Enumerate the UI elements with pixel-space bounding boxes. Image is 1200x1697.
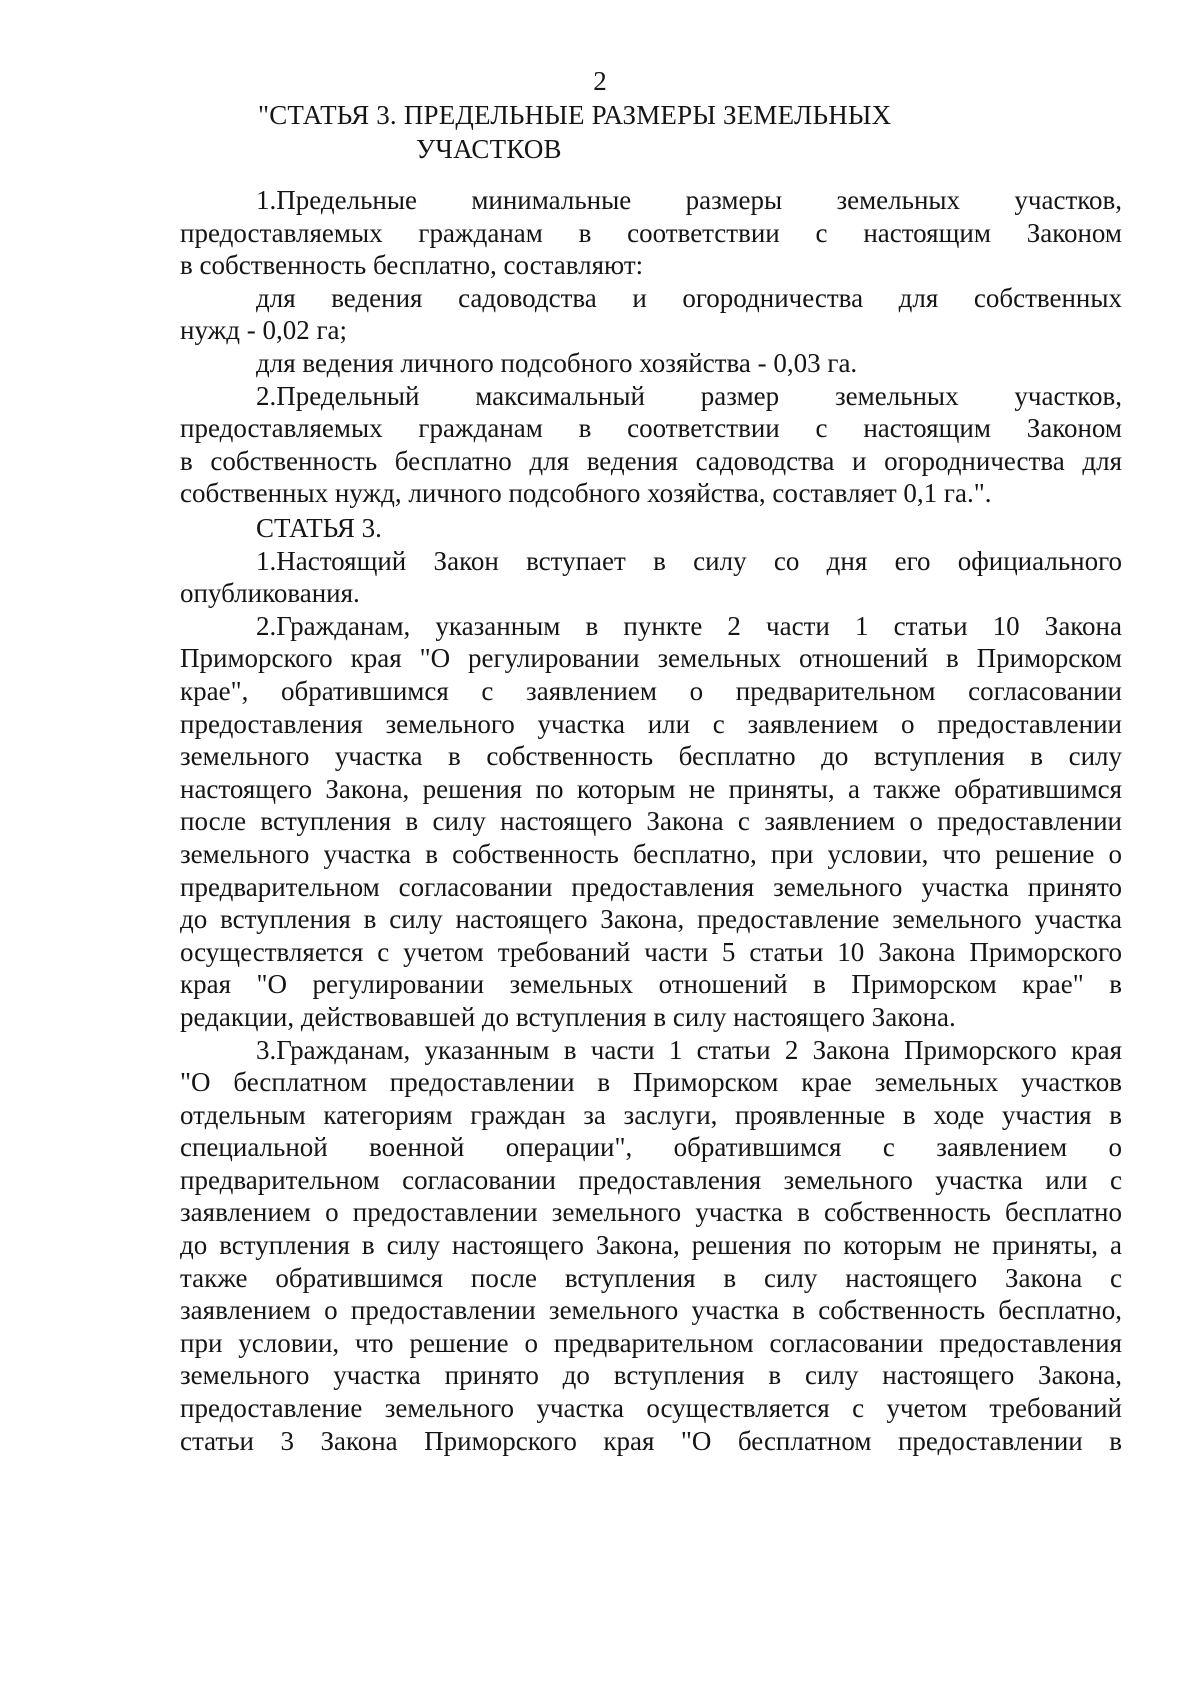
article-heading — [258, 98, 958, 166]
text-line: собственных нужд, личного подсобного хозяйства, составляет 0,1 га.". — [180, 478, 992, 509]
text-line: 1.Предельные минимальные размеры земельных участков, — [256, 185, 1122, 215]
section-article-3 — [180, 512, 1122, 1457]
section-limits — [180, 184, 1122, 510]
text-line: редакции, действовавшей до вступления в силу настоящего Закона. — [180, 1001, 956, 1032]
text-line: опубликования. — [180, 578, 360, 609]
text-line: статьи 3 Закона Приморского края "О бесплатном предоставлении в — [180, 1425, 1122, 1456]
text-line: края "О регулировании земельных отношений в Приморском крае" в — [180, 969, 1122, 1000]
text-line: также обратившимся после вступления в силу настоящего Закона с — [180, 1262, 1122, 1293]
text-line: 2.Предельный максимальный размер земельных участков, — [256, 380, 1122, 411]
text-line: специальной военной операции", обратившимся с заявлением о — [180, 1132, 1122, 1163]
paragraph-transitional-2 — [180, 610, 1122, 1034]
text-line: в собственность бесплатно для ведения садоводства и огородничества для — [180, 445, 1122, 476]
paragraph-transitional-3 — [180, 1034, 1122, 1458]
page-number: 2 — [593, 66, 607, 96]
text-line: для ведения садоводства и огородничества для собственных — [256, 282, 1122, 313]
paragraph-household — [180, 347, 1122, 380]
article-heading-line2: УЧАСТКОВ — [416, 134, 562, 164]
text-line: крае", обратившимся с заявлением о предварительном согласовании — [180, 675, 1122, 706]
text-line: до вступления в силу настоящего Закона, решения по которым не приняты, а — [180, 1230, 1122, 1261]
text-line: до вступления в силу настоящего Закона, предоставление земельного участка — [180, 904, 1122, 935]
text-line: предоставление земельного участка осуществляется с учетом требований — [180, 1393, 1122, 1424]
article-3-title: СТАТЬЯ 3. — [256, 513, 382, 543]
text-line: заявлением о предоставлении земельного участка в собственность бесплатно — [180, 1197, 1122, 1228]
text-line: предоставления земельного участка или с заявлением о предоставлении — [180, 708, 1122, 739]
text-line: заявлением о предоставлении земельного участка в собственность бесплатно, — [180, 1295, 1122, 1326]
text-line: после вступления в силу настоящего Закона с заявлением о предоставлении — [180, 806, 1122, 837]
text-line: 2.Гражданам, указанным в пункте 2 части 1 статьи 10 Закона — [256, 610, 1122, 641]
text-line: земельного участка принято до вступления в силу настоящего Закона, — [180, 1360, 1122, 1391]
text-line: отдельным категориям граждан за заслуги, проявленные в ходе участия в — [180, 1099, 1122, 1130]
text-line: Приморского края "О регулировании земельных отношений в Приморском — [180, 643, 1122, 674]
paragraph-gardening — [180, 282, 1122, 347]
text-line: предоставляемых гражданам в соответствии с настоящим Законом — [180, 413, 1122, 444]
paragraph-entry-into-force — [180, 545, 1122, 610]
text-line: в собственность бесплатно, составляют: — [180, 250, 644, 281]
text-line: 1.Настоящий Закон вступает в силу со дня его официального — [256, 545, 1122, 576]
text-line: земельного участка в собственность бесплатно до вступления в силу — [180, 741, 1122, 772]
text-line: предоставляемых гражданам в соответствии с настоящим Законом — [180, 217, 1122, 248]
text-line: "О бесплатном предоставлении в Приморском крае земельных участков — [180, 1067, 1122, 1098]
text-line: нужд - 0,02 га; — [180, 315, 348, 346]
article-heading-line1: "СТАТЬЯ 3. ПРЕДЕЛЬНЫЕ РАЗМЕРЫ ЗЕМЕЛЬНЫХ — [258, 100, 892, 130]
paragraph-min-sizes — [180, 184, 1122, 282]
text-line: настоящего Закона, решения по которым не приняты, а также обратившимся — [180, 773, 1122, 804]
text-line: для ведения личного подсобного хозяйства - 0,03 га. — [256, 347, 858, 378]
paragraph-max-size — [180, 380, 1122, 510]
text-line: 3.Гражданам, указанным в части 1 статьи 2 Закона Приморского края — [256, 1034, 1122, 1065]
text-line: осуществляется с учетом требований части 5 статьи 10 Закона Приморского — [180, 936, 1122, 967]
text-line: земельного участка в собственность бесплатно, при условии, что решение о — [180, 838, 1122, 869]
text-line: при условии, что решение о предварительном согласовании предоставления — [180, 1327, 1122, 1358]
text-line: предварительном согласовании предоставления земельного участка принято — [180, 871, 1122, 902]
text-line: предварительном согласовании предоставления земельного участка или с — [180, 1164, 1122, 1195]
